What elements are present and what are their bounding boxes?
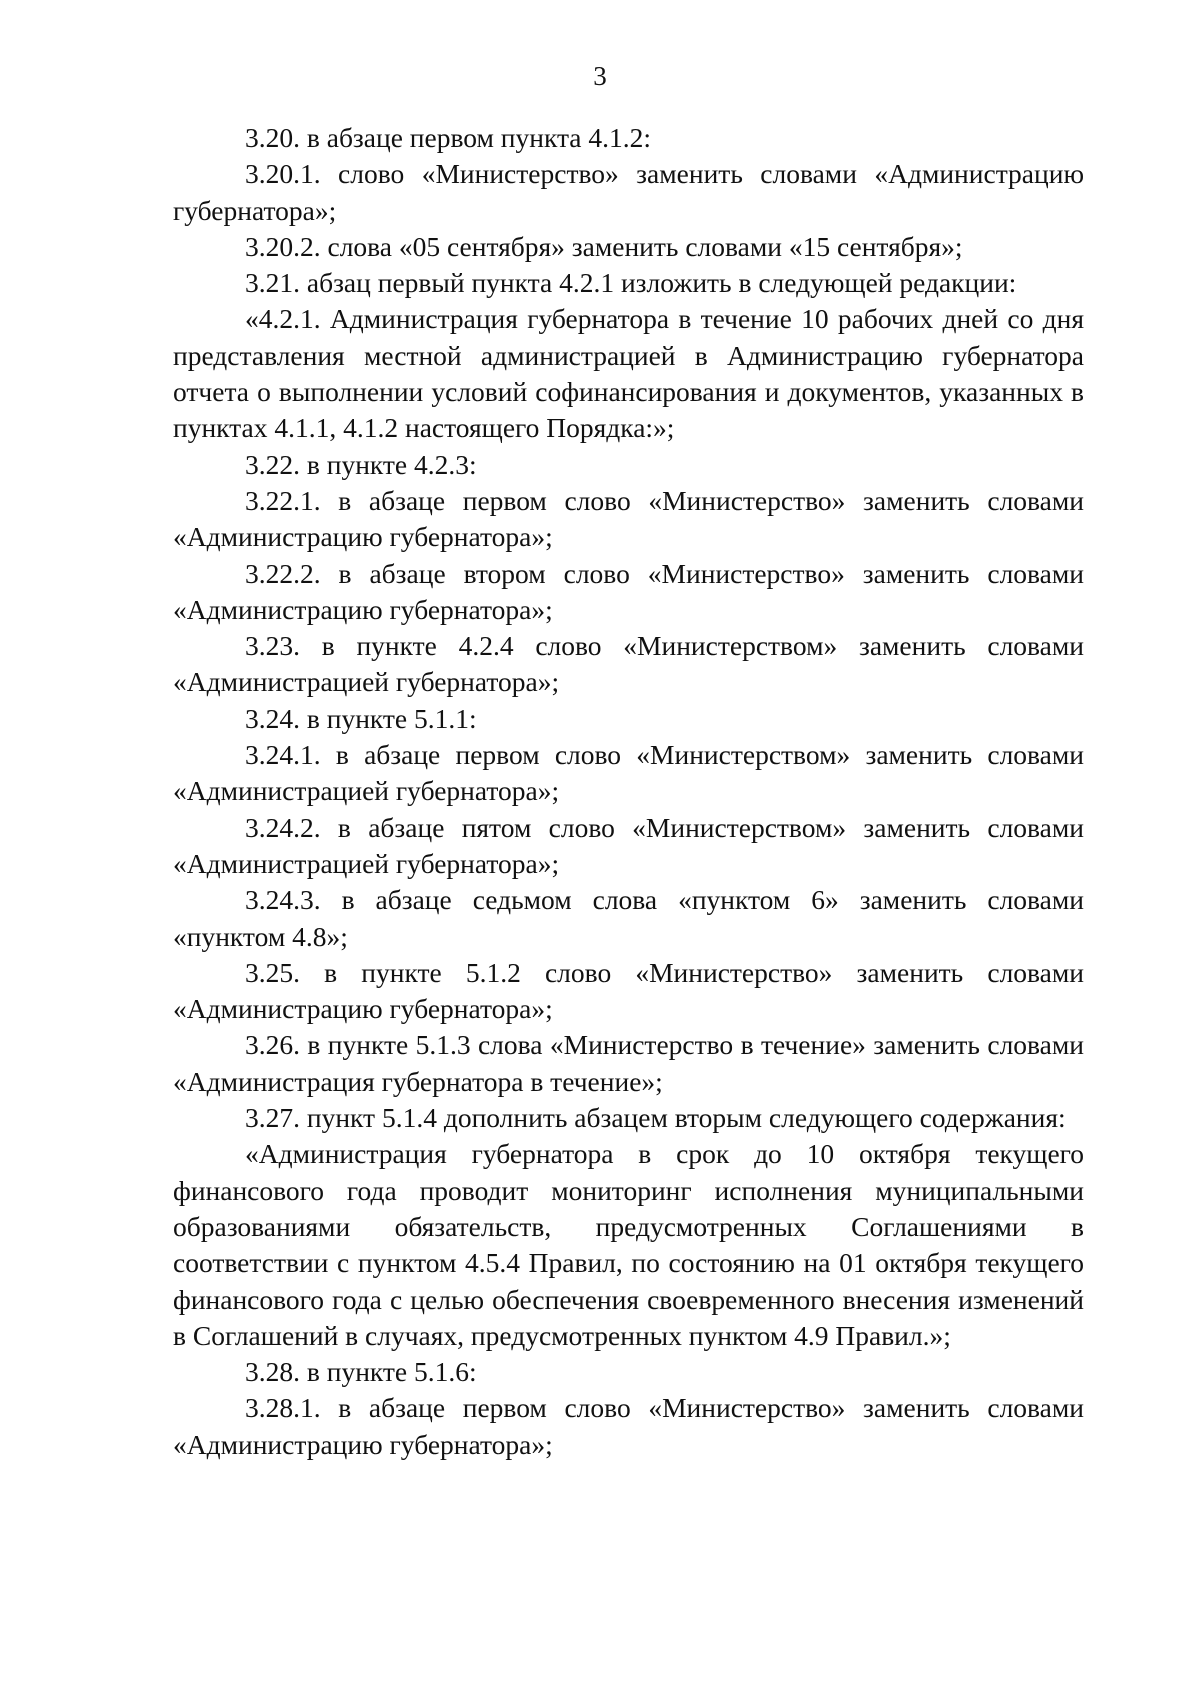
paragraph-3-23: 3.23. в пункте 4.2.4 слово «Министерством» заменить словами «Администрацией губернатора»; bbox=[173, 630, 1084, 698]
paragraph-3-26: 3.26. в пункте 5.1.3 слова «Министерство в течение» заменить словами «Администрация губернатора в течение»; bbox=[173, 1029, 1084, 1097]
paragraph-3-20: 3.20. в абзаце первом пункта 4.1.2: bbox=[245, 122, 652, 153]
paragraph-3-24-3: 3.24.3. в абзаце седьмом слова «пунктом 6» заменить словами «пунктом 4.8»; bbox=[173, 884, 1084, 952]
paragraph-3-24-2: 3.24.2. в абзаце пятом слово «Министерством» заменить словами «Администрацией губернатора»; bbox=[173, 811, 1084, 879]
page-number: 3 bbox=[593, 61, 607, 91]
paragraph-3-20-1: 3.20.1. слово «Министерство» заменить словами «Администрацию губернатора»; bbox=[173, 158, 1084, 226]
paragraph-3-24-1: 3.24.1. в абзаце первом слово «Министерством» заменить словами «Администрацией губернатора»; bbox=[173, 739, 1084, 807]
paragraph-3-22: 3.22. в пункте 4.2.3: bbox=[245, 448, 477, 480]
paragraph-3-22-1: 3.22.1. в абзаце первом слово «Министерство» заменить словами «Администрацию губернатора»; bbox=[173, 484, 1084, 553]
paragraph-3-28: 3.28. в пункте 5.1.6: bbox=[245, 1356, 477, 1388]
paragraph-3-21: 3.21. абзац первый пункта 4.2.1 изложить в следующей редакции: bbox=[245, 267, 1017, 299]
paragraph-3-28-1: 3.28.1. в абзаце первом слово «Министерство» заменить словами «Администрацию губернатора»; bbox=[173, 1392, 1084, 1460]
paragraph-3-22-2: 3.22.2. в абзаце втором слово «Министерство» заменить словами «Администрацию губернатора»; bbox=[173, 557, 1084, 625]
paragraph-monitoring-quote: «Администрация губернатора в срок до 10 октября текущего финансового года проводит мониторинг исполнения муниципальными образованиями обязательств, предусмотренных Соглашениями в соответствии с пунктом 4.5.4 Правил, по состоянию на 01 октября текущего финансового года с целью обеспечения своевременного внесения изменений в Соглашений в случаях, предусмотренных пунктом 4.9 Правил.»; bbox=[173, 1138, 1084, 1351]
paragraph-3-24: 3.24. в пункте 5.1.1: bbox=[245, 702, 477, 734]
document-body bbox=[173, 120, 1084, 1463]
paragraph-3-20-2: 3.20.2. слова «05 сентября» заменить словами «15 сентября»; bbox=[245, 230, 963, 262]
paragraph-3-25: 3.25. в пункте 5.1.2 слово «Министерство» заменить словами «Администрацию губернатора»; bbox=[173, 956, 1084, 1025]
paragraph-4-2-1-quote: «4.2.1. Администрация губернатора в течение 10 рабочих дней со дня представления местной администрацией в Администрацию губернатора отчета о выполнении условий софинансирования и документов, указанных в пунктах 4.1.1, 4.1.2 настоящего Порядка:»; bbox=[173, 303, 1084, 444]
paragraph-3-27: 3.27. пункт 5.1.4 дополнить абзацем вторым следующего содержания: bbox=[245, 1102, 1066, 1134]
